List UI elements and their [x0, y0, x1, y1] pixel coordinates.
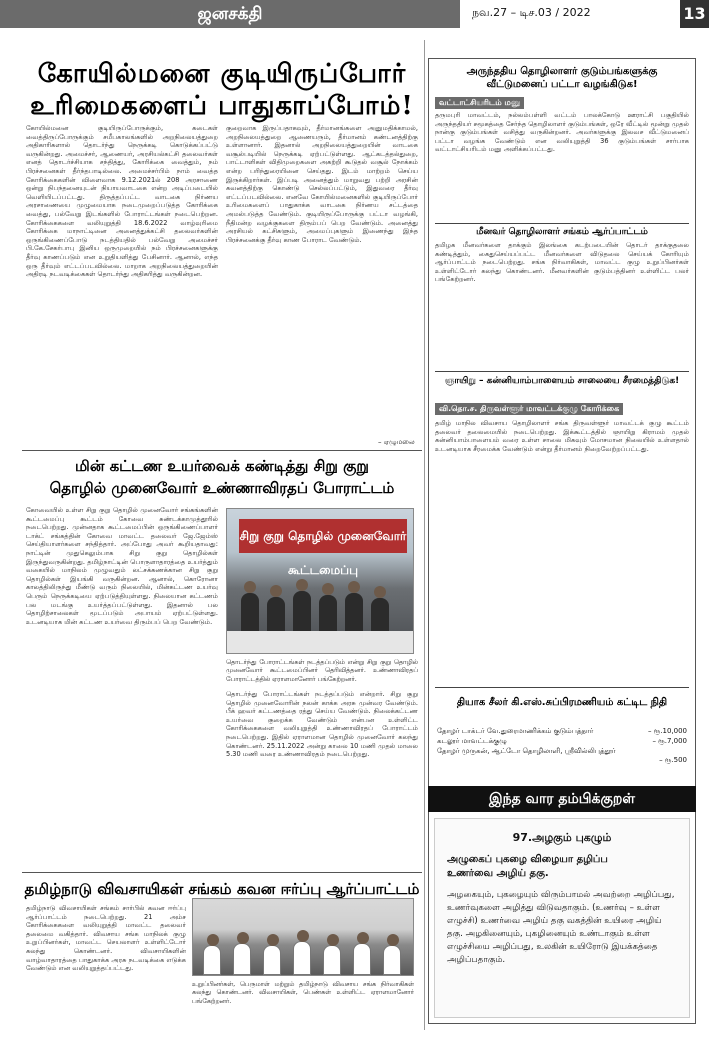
kural-line1: அழுகைப் புகழை விழையா தழிப்ப: [447, 854, 608, 865]
person-figure: [353, 943, 371, 975]
person-figure: [233, 943, 251, 975]
article1-column2: குறைவாக இருப்பதாகவும், தீர்மானங்களை அனுமதிக்காமல், அறநிலையத்துறை ஆணையரும், தீர்மானம் கண்டனத்திற்கு உள்ளானார். இதனால் அறநிலையத்துறையின் வாடகை வசூல்படியில் நெருக்கடி ஏற்பட்டுள்ளது. ஆட்கடத்தல்துறை, பாட்டாளிகள் விதிமுறைகளை அகற்றி கூடுதல் வசூல் நோக்கம் என்ற பரிந்துரையினை செய்தது. இடம் மாற்றம் செய்ய இருக்கிறார்கள். இப்படி அனைத்தும் மாறுவது பற்றி அரசின் கவனத்திற்கு கொண்டு செல்லப்பட்டும், இதுவரை தீர்வு எட்டப்படவில்லை. எனவே கோயில்மனைகளில் குடியிருப்போர் உரிமைகளைப் பாதுகாக்க வாடகை நிர்ணய சட்டத்தை அமல்படுத்த வேண்டும். குடியிருப்போருக்கு பட்டா வழங்கி, நீதிமன்ற வழக்குகளை திரும்பப் பெற வேண்டும். அனைத்து அரசியல் கட்சிகளும், அமைப்புகளும் இணைந்து இந்த பிரச்சனைக்கு தீர்வு காண போராட வேண்டும்.: [226, 124, 418, 244]
sidebar-divider: [435, 687, 689, 688]
article-separator: [22, 450, 422, 451]
front-table: [227, 631, 413, 653]
sidebar-text2: தமிழக மீனவர்களை தாக்கும் இலங்கை கடற்படையின் தொடர் தாக்குதலை கண்டித்தும், கைதுசெய்யப்பட்ட மீனவர்களை விடுதலை செய்யக் கோரியும் ஆர்ப்பாட்டம் நடைபெற்றது. சங்க நிர்வாகிகள், மாவட்ட குழு உறுப்பினர்கள் உள்ளிட்டோர் கலந்து கொண்டனர். மீனவர்களின் குடும்பத்தினர் உள்ளிட்ட பலர் பங்கேற்றனர்.: [435, 241, 689, 284]
fund-row: [437, 747, 687, 767]
headline-line1: மின் கட்டண உயர்வைக் கண்டித்து சிறு குறு: [75, 457, 369, 475]
headline-farmers: தமிழ்நாடு விவசாயிகள் சங்கம் கவன ஈர்ப்பு ஆர்ப்பாட்டம்: [24, 880, 420, 898]
kural-verse: [447, 853, 679, 881]
donation-amount: – ரூ.500: [659, 756, 687, 764]
person-figure: [383, 945, 401, 975]
donation-amount: – ரூ.7,000: [652, 737, 687, 745]
person-figure: [293, 941, 311, 975]
headline-line2: தொழில் முனைவோர் உண்ணாவிரதப் போராட்டம்: [49, 479, 395, 497]
sidebar-title-line1: அருந்ததிய தொழிலாளர் குடும்பங்களுக்கு: [466, 66, 658, 77]
fishermen-subhead: மீனவர் தொழிலாளர் சங்கம் ஆர்ப்பாட்டம்: [476, 227, 648, 237]
sidebar-divider: [435, 371, 689, 372]
donor-name: தோழர் டாக்டர் வே.துரைமாணிக்கம் குடும்பத்தார்: [437, 727, 594, 735]
kural-explanation: அழகையும், புகழையும் விரும்பாமல் அவற்றை அழிப்பது, உணர்வுகளை அழித்து விடுவதாகும். (உணர்வு – உள்ள எழுச்சி) உணர்வை அழிய் தகு வகத்தின் உயிரை அழிய் தகு. அழகினையும், புகழினையும் உண்டாகும் உள்ள எழுச்சியை அழிப்பது, உலகின் உயிரோடு இயக்கத்தை அழிப்பதாகும்.: [447, 890, 675, 965]
page-number: 13: [680, 0, 709, 28]
building-fund-list: [437, 727, 687, 767]
column-divider: [424, 40, 425, 1030]
protest-banner: சிறு குறு தொழில் முனைவோர் கூட்டமைப்பு: [239, 519, 407, 553]
kural-line2: உணர்வை அழிய் தகு.: [447, 868, 549, 879]
article3-caption: உறுப்பினர்கள், பெருமாள் மற்றும் தமிழ்நாடு விவசாய சங்க நிர்வாகிகள் கலந்து கொண்டனர். விவசாயிகள், பெண்கள் உள்ளிட்ட ஏராளமானோர் பங்கேற்றனர்.: [192, 980, 414, 1005]
headline-temple-land: [22, 58, 422, 122]
sidebar-text3: தமிழ் மாநில விவசாய தொழிலாளர் சங்க திருவள்ளூர் மாவட்டக் குழு கூட்டம் தலைவர் தலைமையில் நடைபெற்றது. இக்கூட்டத்தில் ஞாயிறு கிராமம் முதல் கன்னியாம்பாளையம் வரை உள்ள சாலை மிகவும் மோசமான நிலையில் உள்ளதால் உடனடியாக சீரமைக்க வேண்டும் என்று தீர்மானம் நிறைவேற்றப்பட்டது.: [435, 419, 689, 453]
person-figure: [263, 945, 281, 975]
sidebar-title: [429, 65, 695, 91]
protest-photo: [226, 508, 414, 654]
sidebar-text1: தருமபுரி மாவட்டம், நல்லம்பள்ளி வட்டம் பாலக்கோடு ஊராட்சி பகுதியில் அருந்ததியர் சமூகத்தை சேர்ந்த தொழிலாளர் குடும்பங்கள், ஒரே வீட்டில் மூன்று முதல் நான்கு குடும்பங்கள் வசித்து வருகின்றனர். அவர்களுக்கு இலவச வீட்டுமனைப் பட்டா வழங்க வேண்டும் என வலியுறுத்தி 36 குடும்பங்கள் சார்பாக வட்டாட்சியரிடம் மனு அளிக்கப்பட்டது.: [435, 111, 689, 154]
article3-column1: தமிழ்நாடு விவசாயிகள் சங்கம் சார்பில் கவன ஈர்ப்பு ஆர்ப்பாட்டம் நடைபெற்றது. 21 அம்ச கோரிக்கைகளை வலியுறுத்தி மாவட்ட தலைவர் தலைமை வகித்தார். விவசாய சங்க மாநிலக் குழு உறுப்பினர்கள், மாவட்ட செயலாளர் உள்ளிட்டோர் கலந்து கொண்டனர். விவசாயிகளின் வாழ்வாதாரத்தை பாதுகாக்க அரசு நடவடிக்கை எடுக்க வேண்டும் என வலியுறுத்தப்பட்டது.: [26, 904, 186, 973]
building-fund-title: தியாக சீலர் கி.எஸ்.சுப்பிரமணியம் கட்டிட நிதி: [456, 697, 668, 708]
issue-date: நவ.27 – டிச.03 / 2022: [472, 6, 591, 19]
headline-line2: உரிமைகளைப் பாதுகாப்போம்!: [30, 91, 414, 121]
sidebar-title-line2: வீட்டுமனைப் பட்டா வழங்கிடுக!: [486, 79, 638, 90]
fund-row: [437, 727, 687, 737]
sidebar-divider: [435, 223, 689, 224]
donation-amount: – ரூ.10,000: [647, 727, 687, 735]
article-separator: [22, 872, 422, 873]
person-figure: [203, 945, 221, 975]
road-subhead: ஞாயிறு – கன்னியாம்பாளையம் சாலையை சீரமைத்திடுக!: [444, 376, 680, 386]
person-figure: [323, 945, 341, 975]
weekly-kural-box: [434, 818, 690, 1018]
donor-name: தோழர் முருகன், ஆட்டோ தொழிலாளி, ஸ்ரீவில்லிபுத்தூர்: [437, 747, 616, 755]
fund-row: [437, 737, 687, 747]
article2-column2: தொடர்ந்து போராட்டங்கள் நடத்தப்படும் என்றார். சிறு குறு தொழில் முனைவோரின் நலன் காக்க அரசு முன்வர வேண்டும். பீக் ஹவர் கட்டணத்தை ரத்து செய்ய வேண்டும். நிலைக்கட்டண உயர்வை குறைக்க வேண்டும் என்பன உள்ளிட்ட கோரிக்கைகளை வலியுறுத்தி உண்ணாவிரதப் போராட்டம் நடைபெற்றது. இதில் ஏராளமான தொழில் முனைவோர் கலந்து கொண்டனர். 25.11.2022 அன்று காலை 10 மணி முதல் மாலை 5.30 மணி வரை உண்ணாவிரதம் நடைபெற்றது.: [226, 690, 418, 759]
petition-tag: வட்டாட்சியரிடம் மனு: [435, 97, 524, 109]
farmers-protest-photo: [192, 898, 414, 976]
headline-line1: கோயில்மனை குடியிருப்போர்: [37, 59, 407, 89]
article1-column1: கோயில்மனை குடியிருப்போருக்கும், கடைகள் வைத்திருப்போருக்கும் சமீபகாலங்களில் அறநிலையத்துறை அதிகாரிகளால் தொடர்ந்து நெருக்கடி கொடுக்கப்பட்டு வருகின்றது. அமைச்சர், ஆணையர், அரசியல்கட்சி தலைவர்கள் எனத் தொடர்ச்சியாக சந்தித்து, கோரிக்கை வைத்தும், நம் பிரச்சனைகள் தீர்ந்தபாடில்லை. அமைச்சர்பிம் நாம் வைத்த கோரிக்கைகளின் விளைவாக 9.12.2021ல் 208 அரசாணை ஒன்று நிபந்தனையுடன் நியாயவாடகை என்ற அடிப்படையில் வெளியிடப்பட்டது. திருத்தப்பட்ட வாடகை நிர்ணய அரசாணையை முழுமையாக நடைமுறைப்படுத்த கோரிக்கை வைத்து, பல்வேறு இடங்களில் போராட்டங்கள் நடைபெற்றன. கோரிக்கைகளை வலியுறுத்தி 18.6.2022 வாழ்வுரிமை கோரிக்கை மாநாட்டினை அனைத்துக்கட்சி தலைவர்களின் ஒருங்கிணைப்போடு நடத்தியதில் பல்வேறு அமைச்சர் பி.கே.சேகர்பாபு இனிய ஒருமுறையில் நம் பிரச்சனைகளுக்கு தீர்வு காணப்படும் என உறுதியளித்து பேசினார். ஆனால், எந்த ஒரு தீர்வும் எட்டப்படவில்லை. மாறாக அறநிலையத்துறையின் அதிரடி நடவடிக்கைகள் தொடர்ந்து அதிகரித்து வருகின்றன.: [26, 124, 218, 279]
article1-byline: – ஏழுமலை: [378, 438, 415, 446]
weekly-kural-header: இந்த வார தம்பிக்குறள்: [428, 786, 696, 812]
article2-column1: கோவையில் உள்ள சிறு குறு தொழில் முனைவோர் சங்கங்களின் கூட்டமைப்பு கூட்டம் கோவை சுண்டக்காமுத்தூரில் நடைபெற்றது. முன்னதாக கூட்டமைப்பின் ஒருங்கிணைப்பாளர் டாக்ட் சங்கத்தின் கோவை மாவட்ட தலைவர் ஜே.ஜேம்ஸ் செய்தியாளர்களை சந்தித்தார். அப்போது அவர் கூறியதாவது: நாட்டின் முதுகெலும்பாக சிறு குறு தொழில்கள் இருந்துவருகின்றது. தமிழ்நாட்டின் பொருளாதாரத்தை உயர்த்தும் வகையில் மாநிலம் முழுவதும் லட்சக்கணக்கான சிறு குறு தொழில்கள் இயங்கி வருகின்றன. ஆனால், கொரோனா காலத்திலிருந்து மீண்டு வரும் நிலையில், மின்கட்டண உயர்வு பெரும் நெருக்கடியை ஏற்படுத்தியுள்ளது. நிலையான கட்டணம் பல மடங்கு உயர்த்தப்பட்டுள்ளது. இதனால் பல தொழிற்சாலைகள் மூடப்படும் அபாயம் ஏற்பட்டுள்ளது. உடனடியாக மின் கட்டண உயர்வை திரும்பப் பெற வேண்டும்.: [26, 506, 218, 626]
page-header: [0, 0, 709, 28]
district-committee-tag: வி.தொ.ச. திருவள்ளூர் மாவட்டக்குழு கோரிக்கை: [435, 403, 623, 415]
article2-caption: தொடர்ந்து போராட்டங்கள் நடத்தப்படும் என்று சிறு குறு தொழில் முனைவோர் கூட்டமைப்பினர் தெரிவித்தனர். உண்ணாவிரதப் போராட்டத்தில் ஏராளமானோர் பங்கேற்றனர்.: [226, 658, 418, 683]
kural-title: 97.அழகும் புகழும்: [512, 831, 612, 844]
donor-name: கடலூர் மாவட்டக்குழு: [437, 737, 507, 745]
headline-power-tariff: [22, 455, 422, 499]
newspaper-brand: ஜனசக்தி: [0, 0, 460, 28]
